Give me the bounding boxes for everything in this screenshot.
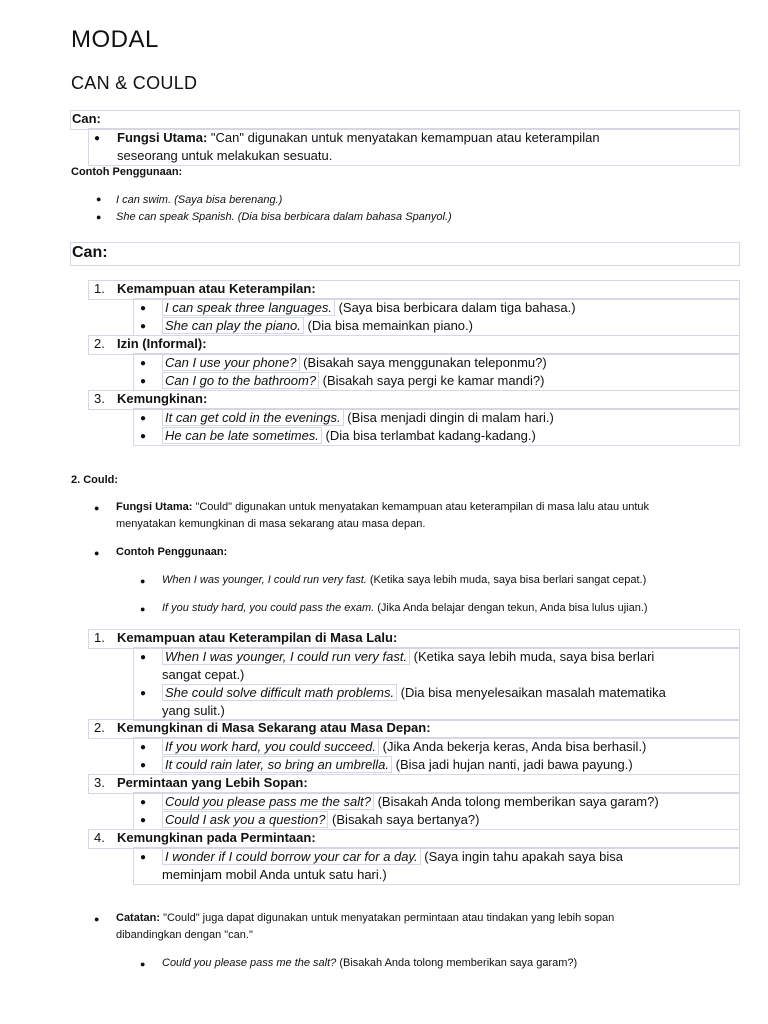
bullet-icon: ● bbox=[140, 959, 146, 969]
example-row bbox=[162, 684, 666, 702]
list-item-label: Kemungkinan di Masa Sekarang atau Masa Depan: bbox=[117, 720, 431, 735]
example-id: (Saya ingin tahu apakah saya bisa bbox=[420, 849, 624, 864]
example-id: (Bisa jadi hujan nanti, jadi bawa payung.) bbox=[392, 757, 633, 772]
can-fungsi-line bbox=[117, 129, 600, 147]
example-row-cont: sangat cepat.) bbox=[162, 667, 245, 682]
catatan-line bbox=[116, 912, 614, 924]
list-item-label: Izin (Informal): bbox=[117, 336, 207, 351]
example-id: (Bisakah saya bertanya?) bbox=[328, 812, 480, 827]
example-id: (Dia bisa terlambat kadang-kadang.) bbox=[321, 428, 536, 443]
example-row bbox=[162, 317, 473, 335]
example-en: If you work hard, you could succeed. bbox=[162, 738, 379, 755]
example-id: (Jika Anda belajar dengan tekun, Anda bisa lulus ujian.) bbox=[374, 602, 648, 614]
bullet-icon: ● bbox=[140, 321, 147, 332]
example-en: It can get cold in the evenings. bbox=[162, 409, 344, 426]
example-en: When I was younger, I could run very fast. bbox=[162, 574, 367, 586]
bullet-icon: ● bbox=[140, 742, 147, 753]
example-row bbox=[162, 738, 646, 756]
bullet-icon: ● bbox=[140, 852, 147, 863]
fungsi-label: Fungsi Utama: bbox=[117, 130, 208, 145]
can-intro-heading: Can: bbox=[72, 111, 101, 126]
list-number: 2. bbox=[94, 336, 105, 351]
example-row bbox=[162, 427, 536, 445]
bullet-icon: ● bbox=[140, 358, 147, 369]
catatan-text: "Could" juga dapat digunakan untuk menyatakan permintaan atau tindakan yang lebih sopan bbox=[160, 912, 615, 924]
bullet-icon: ● bbox=[140, 797, 147, 808]
example-row bbox=[162, 648, 654, 666]
bullet-icon: ● bbox=[94, 133, 101, 144]
list-number: 1. bbox=[94, 281, 105, 296]
could-example-2 bbox=[162, 602, 648, 614]
example-id: (Bisa menjadi dingin di malam hari.) bbox=[343, 410, 554, 425]
example-row bbox=[162, 756, 633, 774]
fungsi-text: "Could" digunakan untuk menyatakan kemampuan atau keterampilan di masa lalu atau untuk bbox=[192, 501, 650, 513]
example-row bbox=[162, 409, 554, 427]
list-item-label: Permintaan yang Lebih Sopan: bbox=[117, 775, 308, 790]
example-en: Could you please pass me the salt? bbox=[162, 957, 337, 969]
example-en: She could solve difficult math problems. bbox=[162, 684, 397, 701]
bullet-icon: ● bbox=[140, 815, 147, 826]
can-contoh-label: Contoh Penggunaan: bbox=[71, 166, 183, 178]
example-id: (Bisakah Anda tolong memberikan saya garam?) bbox=[373, 794, 659, 809]
example-en: It could rain later, so bring an umbrella. bbox=[162, 756, 392, 773]
example-en: Can I use your phone? bbox=[162, 354, 300, 371]
example-row bbox=[162, 793, 659, 811]
example-en: When I was younger, I could run very fast. bbox=[162, 648, 410, 665]
can-heading-box bbox=[70, 110, 740, 130]
example-id: (Dia bisa memainkan piano.) bbox=[303, 318, 473, 333]
catatan-example bbox=[162, 957, 577, 969]
example-en: Can I go to the bathroom? bbox=[162, 372, 319, 389]
bullet-icon: ● bbox=[140, 413, 147, 424]
example-en: Could you please pass me the salt? bbox=[162, 793, 374, 810]
bullet-icon: ● bbox=[94, 548, 100, 558]
could-example-1 bbox=[162, 574, 646, 586]
bullet-icon: ● bbox=[140, 760, 147, 771]
list-number: 3. bbox=[94, 391, 105, 406]
example-row-cont: meminjam mobil Anda untuk satu hari.) bbox=[162, 867, 387, 882]
bullet-icon: ● bbox=[140, 576, 146, 586]
list-item-label: Kemungkinan pada Permintaan: bbox=[117, 830, 316, 845]
example-id: (Saya bisa berbicara dalam tiga bahasa.) bbox=[334, 300, 576, 315]
list-number: 4. bbox=[94, 830, 105, 845]
bullet-icon: ● bbox=[140, 376, 147, 387]
catatan-label: Catatan: bbox=[116, 912, 161, 924]
can-section-heading-box bbox=[70, 242, 740, 266]
list-number: 2. bbox=[94, 720, 105, 735]
example-id: (Bisakah Anda tolong memberikan saya garam?) bbox=[336, 957, 578, 969]
can-example-2: She can speak Spanish. (Dia bisa berbicara dalam bahasa Spanyol.) bbox=[116, 211, 452, 223]
example-id: (Jika Anda bekerja keras, Anda bisa berhasil.) bbox=[379, 739, 647, 754]
example-id: (Bisakah saya pergi ke kamar mandi?) bbox=[319, 373, 545, 388]
page-title: MODAL bbox=[71, 26, 159, 53]
bullet-icon: ● bbox=[140, 652, 147, 663]
example-en: He can be late sometimes. bbox=[162, 427, 322, 444]
example-id: (Dia bisa menyelesaikan masalah matematika bbox=[397, 685, 666, 700]
example-row-cont: yang sulit.) bbox=[162, 703, 225, 718]
bullet-icon: ● bbox=[94, 914, 100, 924]
example-en: She can play the piano. bbox=[162, 317, 304, 334]
example-row bbox=[162, 354, 547, 372]
can-fungsi-line2: seseorang untuk melakukan sesuatu. bbox=[117, 148, 333, 163]
list-number: 3. bbox=[94, 775, 105, 790]
bullet-icon: ● bbox=[96, 194, 102, 204]
page-subtitle: CAN & COULD bbox=[71, 73, 198, 93]
example-row bbox=[162, 372, 544, 390]
list-item-label: Kemampuan atau Keterampilan: bbox=[117, 281, 316, 296]
bullet-icon: ● bbox=[96, 212, 102, 222]
bullet-icon: ● bbox=[140, 688, 147, 699]
example-row bbox=[162, 299, 576, 317]
could-fungsi-line bbox=[116, 501, 649, 513]
could-heading: 2. Could: bbox=[71, 474, 119, 486]
example-row bbox=[162, 811, 479, 829]
example-id: (Bisakah saya menggunakan teleponmu?) bbox=[299, 355, 547, 370]
can-example-1: I can swim. (Saya bisa berenang.) bbox=[116, 194, 283, 206]
fungsi-label: Fungsi Utama: bbox=[116, 501, 193, 513]
example-en: I can speak three languages. bbox=[162, 299, 335, 316]
fungsi-text: "Can" digunakan untuk menyatakan kemampuan atau keterampilan bbox=[207, 130, 600, 145]
example-row bbox=[162, 848, 623, 866]
catatan-line2: dibandingkan dengan "can." bbox=[116, 929, 253, 941]
list-number: 1. bbox=[94, 630, 105, 645]
bullet-icon: ● bbox=[94, 503, 100, 513]
example-en: If you study hard, you could pass the exam. bbox=[162, 602, 375, 614]
could-contoh-label: Contoh Penggunaan: bbox=[116, 546, 228, 558]
bullet-icon: ● bbox=[140, 604, 146, 614]
bullet-icon: ● bbox=[140, 303, 147, 314]
bullet-icon: ● bbox=[140, 431, 147, 442]
can-section-heading: Can: bbox=[72, 244, 108, 261]
example-en: Could I ask you a question? bbox=[162, 811, 328, 828]
example-id: (Ketika saya lebih muda, saya bisa berlari bbox=[410, 649, 655, 664]
list-item-label: Kemampuan atau Keterampilan di Masa Lalu: bbox=[117, 630, 398, 645]
example-en: I wonder if I could borrow your car for a day. bbox=[162, 848, 421, 865]
could-fungsi-line2: menyatakan kemungkinan di masa sekarang atau masa depan. bbox=[116, 518, 426, 530]
list-item-label: Kemungkinan: bbox=[117, 391, 208, 406]
example-id: (Ketika saya lebih muda, saya bisa berlari sangat cepat.) bbox=[366, 574, 647, 586]
